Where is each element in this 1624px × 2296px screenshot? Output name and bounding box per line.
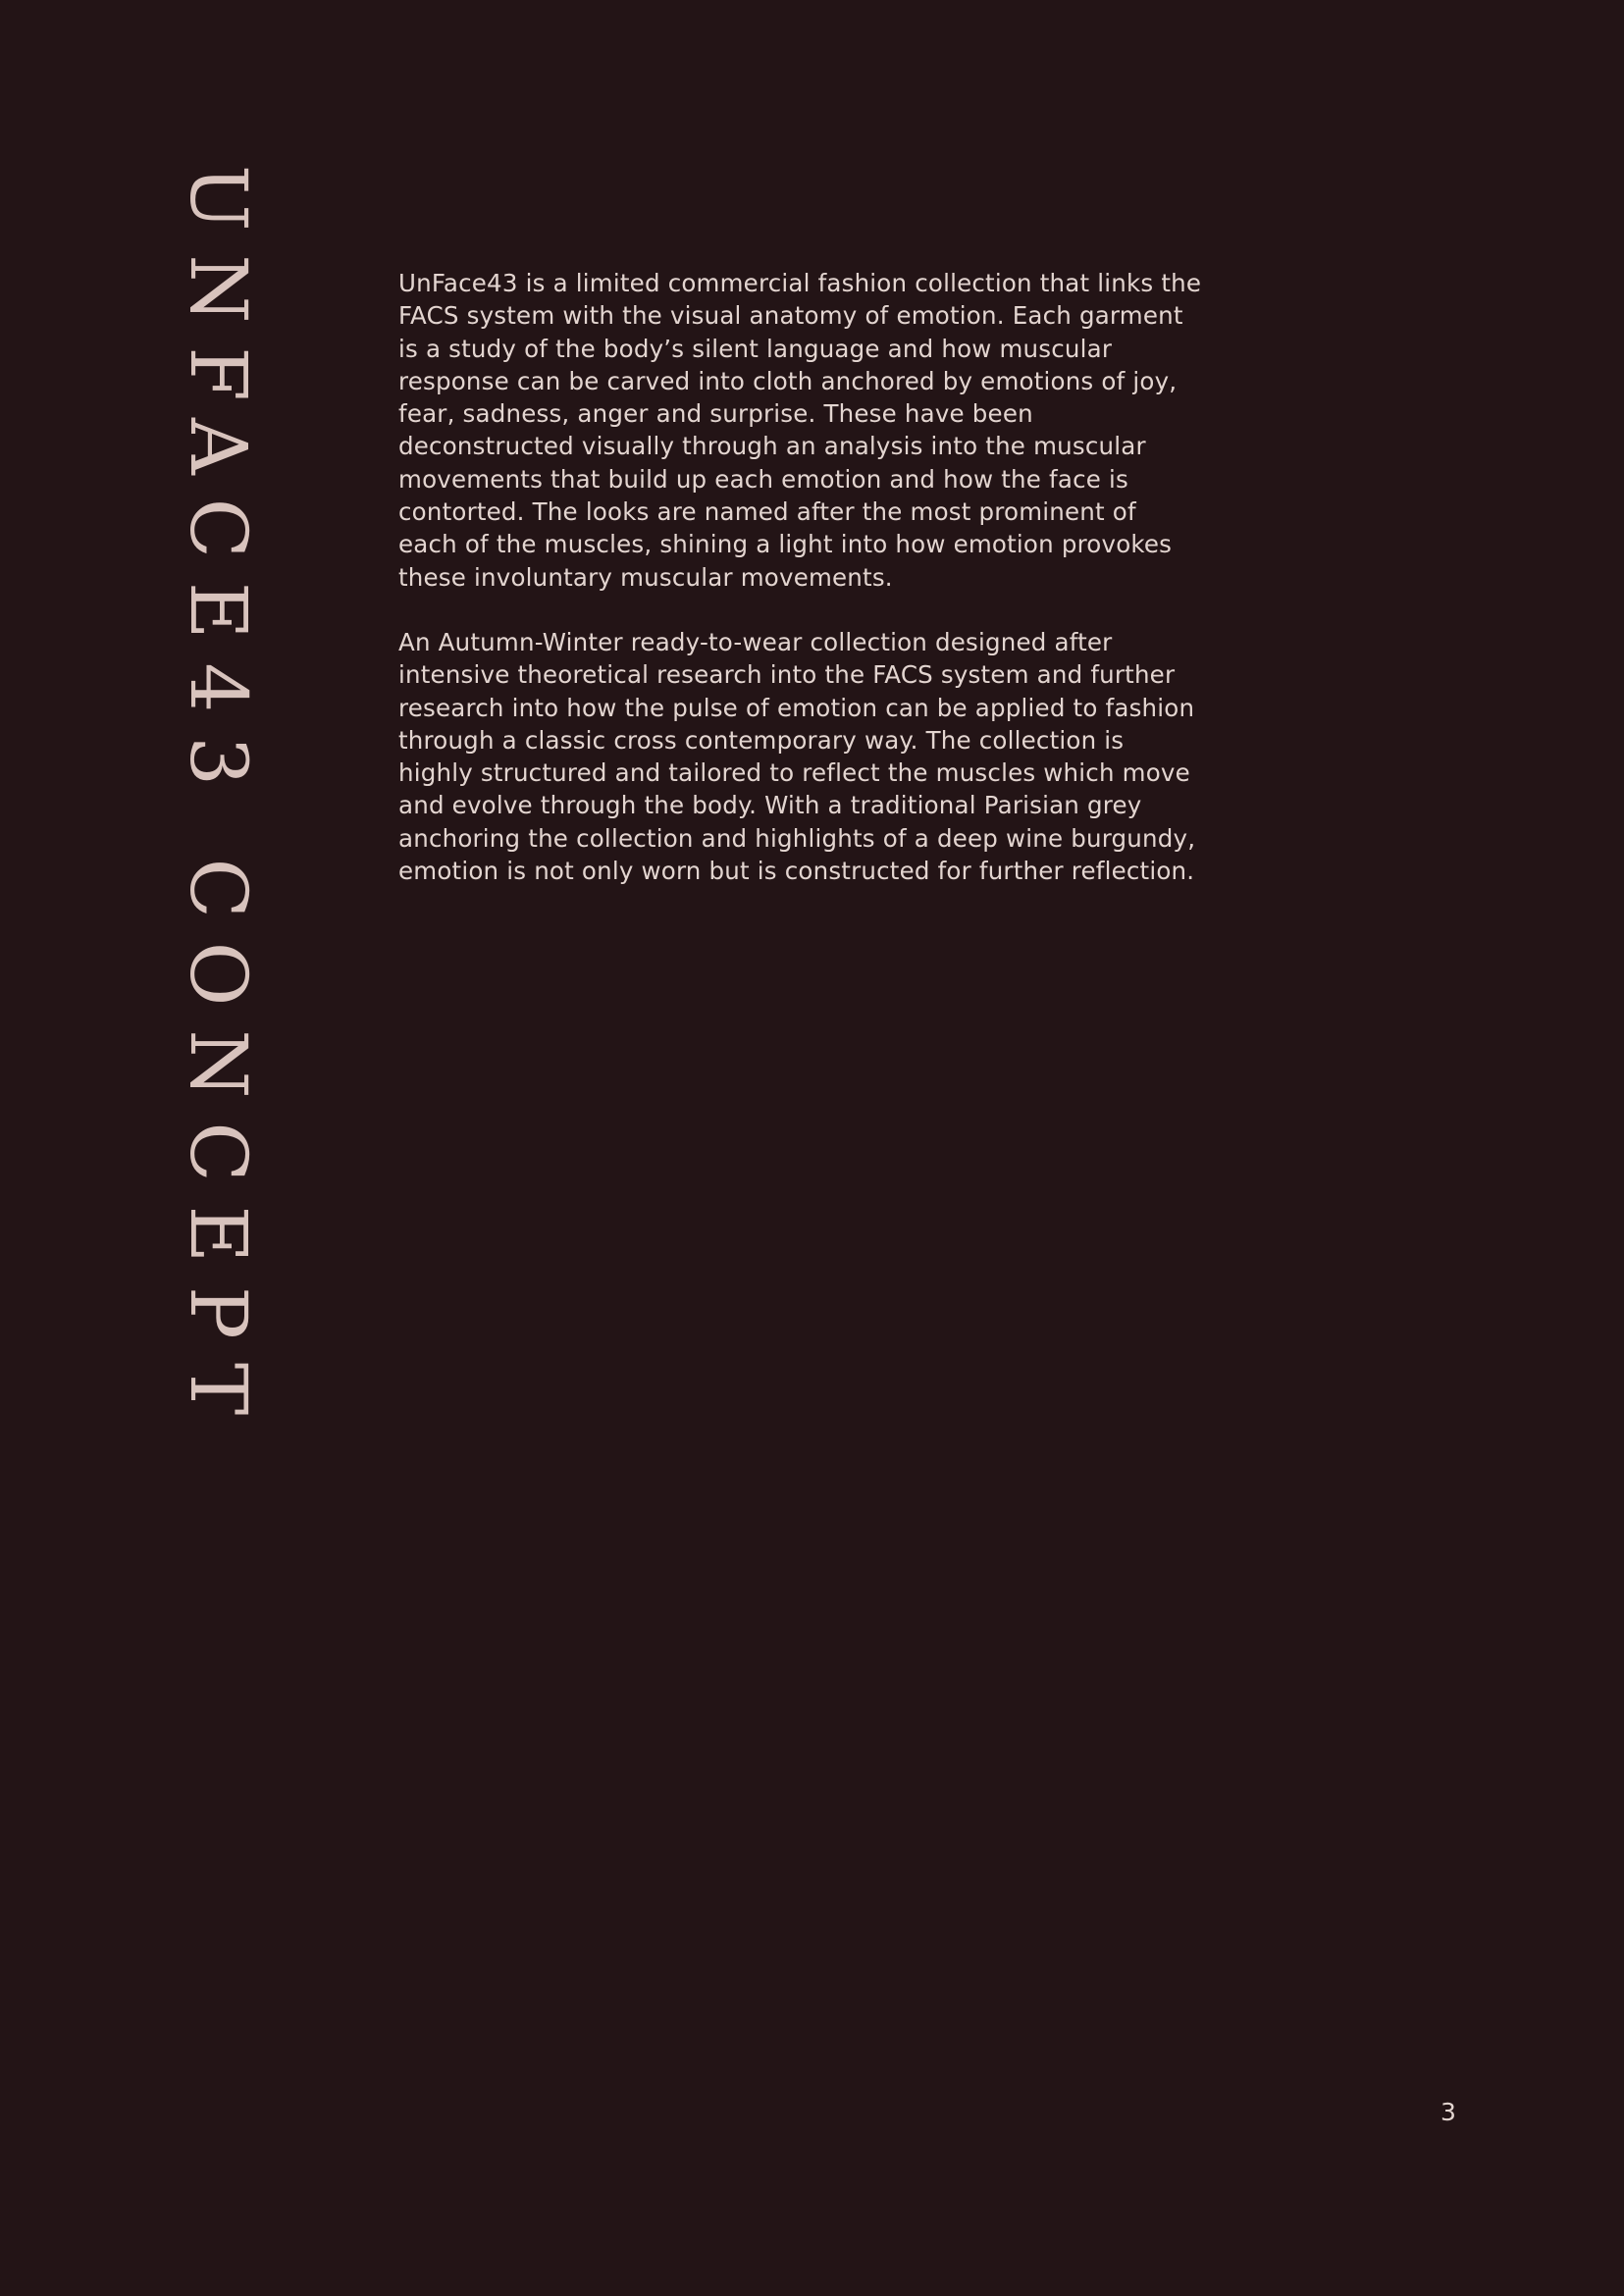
text-line: highly structured and tailored to reflect the muscles which move — [398, 758, 1190, 788]
text-line: these involuntary muscular movements. — [398, 562, 893, 592]
text-line: research into how the pulse of emotion can be applied to fashion — [398, 693, 1195, 722]
text-line: response can be carved into cloth anchored by emotions of joy, — [398, 366, 1178, 395]
text-line: UnFace43 is a limited commercial fashion collection that links the — [398, 269, 1202, 297]
text-line: movements that build up each emotion and how the face is — [398, 464, 1128, 494]
text-line: emotion is not only worn but is constructed for further reflection. — [398, 857, 1195, 886]
text-line: fear, sadness, anger and surprise. These have been — [398, 399, 1033, 429]
text-line: An Autumn-Winter ready-to-wear collection designed after — [398, 627, 1113, 656]
text-line: is a study of the body’s silent language and how muscular — [398, 334, 1113, 363]
text-line: intensive theoretical research into the FACS system and further — [398, 660, 1176, 690]
text-line: anchoring the collection and highlights of a deep wine burgundy, — [398, 823, 1196, 853]
text-line: through a classic cross contemporary way. The collection is — [398, 725, 1125, 755]
page-number: 3 — [1441, 2098, 1456, 2126]
text-line: and evolve through the body. With a traditional Parisian grey — [398, 791, 1142, 820]
text-line: each of the muscles, shining a light into how emotion provokes — [398, 530, 1173, 559]
text-line: contorted. The looks are named after the most prominent of — [398, 497, 1136, 527]
paragraph-1 — [398, 267, 1242, 594]
paragraph-2 — [398, 626, 1242, 887]
body-text — [398, 267, 1242, 887]
page-title: UNFACE43 CONCEPT — [173, 165, 264, 1439]
text-line: deconstructed visually through an analysis into the muscular — [398, 432, 1146, 461]
text-line: FACS system with the visual anatomy of emotion. Each garment — [398, 301, 1183, 331]
